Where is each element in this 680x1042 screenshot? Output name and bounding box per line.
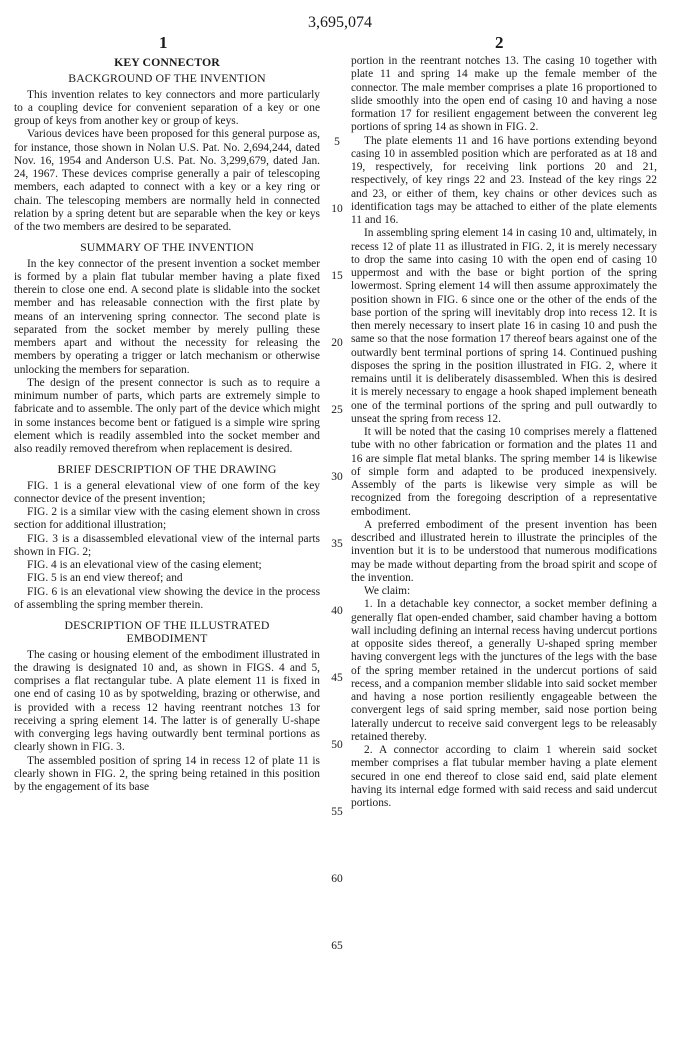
heading-background: BACKGROUND OF THE INVENTION: [68, 71, 266, 86]
figure-description: FIG. 1 is a general elevational view of one form of the key connector device of the present invention;: [14, 479, 320, 505]
line-number: 50: [331, 739, 343, 751]
line-number: 35: [331, 538, 343, 550]
line-number: 60: [331, 873, 343, 885]
line-number: 10: [331, 203, 343, 215]
claim-2: 2. A connector according to claim 1 wherein said socket member comprises a flat tubular member having a plate element secured in one end thereof to close said end, said plate element having its internal edge formed with said recess and said undercut portions.: [351, 744, 657, 809]
heading-summary: SUMMARY OF THE INVENTION: [80, 240, 254, 255]
paragraph: In the key connector of the present invention a socket member is formed by a plain flat tubular member having a plate fixed therein to close one end. A second plate is slidable into the socket member and has releasable connection with the first plate by means of an intervening spring connector. The second plate is separated from the socket member by merely pulling these members apart and without the necessity for releasing the members by operating a trigger or latch mechanism or otherwise unlocking the members for separation.: [14, 257, 320, 376]
paragraph: portion in the reentrant notches 13. The casing 10 together with plate 11 and spring 14 make up the female member of the connector. The male member comprises a plate 16 proportioned to slide smoothly into the open end of casing 10 and having a nose formation 17 for resilient engagement between the converent leg portions of spring 14 as shown in FIG. 2.: [351, 55, 657, 134]
paragraph: The plate elements 11 and 16 have portions extending beyond casing 10 in assembled position which are perforated as at 18 and 19, respectively, for receiving link portions 20 and 21, respectively, of key rings 22 and 23. Instead of the key rings 22 and 23, or either of them, key chains or other devices such as identification tags may be attached to either of the plate elements 11 and 16.: [351, 134, 657, 226]
figure-description: FIG. 5 is an end view thereof; and: [27, 572, 183, 585]
right-column: [351, 55, 657, 810]
paragraph: The assembled position of spring 14 in recess 12 of plate 11 is clearly shown in FIG. 2, the spring being retained in this position by the engagement of its base: [14, 754, 320, 793]
column-number-left: 1: [159, 33, 168, 52]
patent-number: 3,695,074: [308, 14, 372, 31]
figure-description: FIG. 3 is a disassembled elevational view of the internal parts shown in FIG. 2;: [14, 532, 320, 558]
figure-description: FIG. 6 is an elevational view showing the device in the process of assembling the spring member therein.: [14, 585, 320, 611]
heading-description: DESCRIPTION OF THE ILLUSTRATED EMBODIMENT: [64, 618, 270, 646]
line-number: 40: [331, 605, 343, 617]
document-title: KEY CONNECTOR: [114, 55, 220, 69]
left-column: [14, 56, 320, 794]
paragraph: The design of the present connector is such as to require a minimum number of parts, which parts are extremely simple to fabricate and to assemble. The only part of the device which might in some instances become bent or fatigued is a simple wire spring element which is readily assembled into the socket member and also readily removed therefrom when replacement is desired.: [14, 376, 320, 455]
line-number: 65: [331, 940, 343, 952]
line-number: 20: [331, 337, 343, 349]
paragraph: The casing or housing element of the embodiment illustrated in the drawing is designated 10 and, as shown in FIGS. 4 and 5, comprises a flat rectangular tube. A plate element 11 is fixed in one end of casing 10 as by spotwelding, brazing or otherwise, and is provided with a recess 12 having reentrant notches 13 for receiving a spring element 14. The latter is of generally U-shape with converging legs having outwardly bent terminal portions as clearly shown in FIG. 3.: [14, 648, 320, 754]
column-number-right: 2: [495, 33, 504, 52]
paragraph: This invention relates to key connectors and more particularly to a coupling device for convenient separation of a key or one group of keys from another key or group of keys.: [14, 88, 320, 127]
paragraph: Various devices have been proposed for this general purpose as, for instance, those shown in Nolan U.S. Pat. No. 2,694,244, dated Nov. 16, 1954 and Anderson U.S. Pat. No. 3,299,679, dated Jan. 24, 1967. These devices comprise generally a pair of telescoping members, each adapted to connect with a key or a key ring or chain. The telescoping members are normally held in connected relation by a spring detent but are separable when the key or keys of the two members are desired to be separated.: [14, 128, 320, 233]
figure-description: FIG. 2 is a similar view with the casing element shown in cross section for additional illustration;: [14, 506, 320, 532]
paragraph: In assembling spring element 14 in casing 10 and, ultimately, in recess 12 of plate 11 as illustrated in FIG. 2, it is merely necessary to drop the same into casing 10 with the open end of casing 10 uppermost and with the base or bight portion of the spring lowermost. Spring element 14 will then assume approximately the position shown in FIG. 6 since one or the other of the ends of the base portion of the spring will inevitably drop into recess 12. It is then merely necessary to insert plate 16 in casing 10 and push the same so that the nose formation 17 thereof bears against one of the outwardly bent terminal portions of spring 14. Continued pushing disposes the spring in the position illustrated in FIG. 2, where it remains until it is deliberately disassembled. When this is desired it is merely necessary to engage a hook shaped implement beneath one of the terminal portions of the spring and pull outwardly to unseat the spring from recess 12.: [351, 227, 657, 425]
heading-drawing: BRIEF DESCRIPTION OF THE DRAWING: [57, 462, 277, 477]
paragraph: A preferred embodiment of the present invention has been described and illustrated herein to illustrate the principles of the invention but it is to be understood that numerous modifications may be made without departing from the broad spirit and scope of the invention.: [351, 518, 657, 584]
claim-1: 1. In a detachable key connector, a socket member defining a generally flat open-ended chamber, said chamber having a bottom wall including defining an internal recess having undercut portions at opposite sides thereof, a generally U-shaped spring member having convergent legs with the junctures of the legs with the base of the spring member retained in the undercut portions of said recess, and a companion member slidable into said socket member and having a nose portion resiliently engageable between the convergent legs of said spring member, said nose portion being laterally undercut to receive said convergent legs to be releasably retained thereby.: [351, 598, 657, 743]
line-number: 30: [331, 471, 343, 483]
line-number: 55: [331, 806, 343, 818]
paragraph: It will be noted that the casing 10 comprises merely a flattened tube with no other fabrication or formation and the plates 11 and 16 are simple flat metal blanks. The spring member 14 is likewise of simple form and adapted to be produced inexpensively. Assembly of the parts is likewise very simple as will be recognized from the foregoing description of a representative embodiment.: [351, 426, 657, 518]
line-number: 45: [331, 672, 343, 684]
claims-intro: We claim:: [364, 585, 411, 597]
line-number: 25: [331, 404, 343, 416]
line-number: 15: [331, 270, 343, 282]
line-number: 5: [334, 136, 340, 148]
figure-description: FIG. 4 is an elevational view of the casing element;: [27, 559, 262, 571]
